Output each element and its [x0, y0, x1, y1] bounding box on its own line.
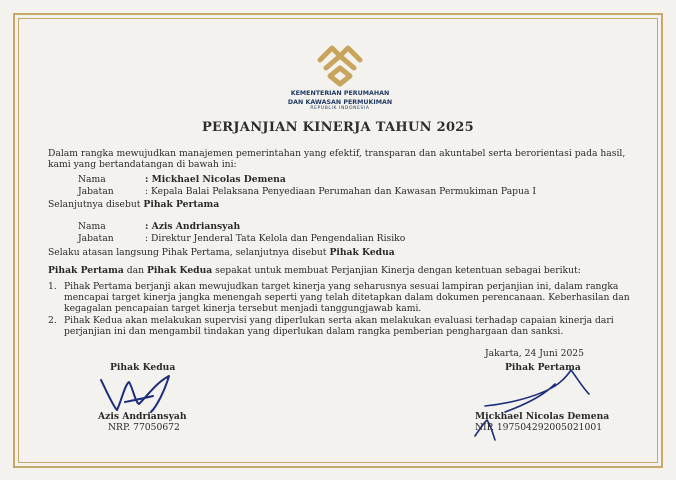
right-signer-name: Mickhael Nicolas Demena — [475, 411, 610, 422]
logo-line-1: KEMENTERIAN PERUMAHAN — [290, 90, 390, 97]
point-2-line-1: Pihak Kedua akan melakukan supervisi yang diperlukan serta akan melakukan evaluasi terhadap capaian kinerja dari — [64, 315, 614, 326]
party2-sebut-text: Selaku atasan langsung Pihak Pertama, selanjutnya disebut — [48, 247, 330, 258]
point-1-line-3: kegagalan pencapaian target kinerja tersebut menjadi tanggungjawab kami. — [64, 303, 422, 314]
party1-nama-value: : Mickhael Nicolas Demena — [145, 174, 286, 185]
right-signer-role: Pihak Pertama — [505, 362, 581, 373]
right-signer-nip: NIP. 197504292005021001 — [475, 422, 603, 433]
party2-sebut — [48, 247, 395, 259]
logo-line-2: DAN KAWASAN PERMUKIMAN — [287, 99, 393, 106]
ministry-emblem-icon — [310, 38, 370, 88]
intro-line-1: Dalam rangka mewujudkan manajemen pemerintahan yang efektif, transparan dan akuntabel serta berorientasi pada hasil, — [48, 148, 626, 159]
agreement-party2: Pihak Kedua — [146, 265, 213, 276]
agreement-party1: Pihak Pertama — [48, 265, 124, 276]
party2-nama-value: : Azis Andriansyah — [145, 221, 241, 232]
party1-sebut-text: Selanjutnya disebut — [48, 199, 144, 210]
point-1-line-1: Pihak Pertama berjanji akan mewujudkan target kinerja yang seharusnya sesuai lampiran perjanjian ini, dalam rangka — [64, 281, 619, 292]
intro-line-2: kami yang bertandatangan di bawah ini: — [48, 159, 237, 170]
point-2-number: 2. — [48, 315, 57, 326]
party1-jabatan-value: : Kepala Balai Pelaksana Penyediaan Perumahan dan Kawasan Permukiman Papua I — [145, 186, 537, 197]
point-1-number: 1. — [48, 281, 57, 292]
party1-sebut-bold: Pihak Pertama — [143, 199, 220, 210]
left-signer-role: Pihak Kedua — [110, 362, 176, 373]
document-title: PERJANJIAN KINERJA TAHUN 2025 — [201, 120, 475, 135]
party2-jabatan-label: Jabatan — [78, 233, 114, 244]
party2-jabatan-value: : Direktur Jenderal Tata Kelola dan Pengendalian Risiko — [145, 233, 406, 244]
point-1-line-2: mencapai target kinerja jangka menengah seperti yang telah ditetapkan dalam dokumen perencanaan. Keberhasilan dan — [64, 292, 630, 303]
agreement-and: dan — [123, 265, 147, 276]
point-2-line-2: perjanjian ini dan mengambil tindakan yang diperlukan dalam rangka pemberian penghargaan dan sanksi. — [64, 326, 564, 337]
party2-sebut-bold: Pihak Kedua — [329, 247, 395, 258]
party2-nama-label: Nama — [78, 221, 106, 232]
party1-sebut — [48, 199, 219, 211]
sign-date: Jakarta, 24 Juni 2025 — [485, 348, 584, 359]
ministry-logo — [280, 38, 400, 112]
agreement-line — [48, 265, 581, 277]
logo-line-3: REPUBLIK INDONESIA — [310, 106, 370, 111]
party1-nama-label: Nama — [78, 174, 106, 185]
agreement-rest: sepakat untuk membuat Perjanjian Kinerja dengan ketentuan sebagai berikut: — [212, 265, 581, 276]
left-signer-name: Azis Andriansyah — [98, 411, 187, 422]
party1-jabatan-label: Jabatan — [78, 186, 114, 197]
left-signer-nrp: NRP. 77050672 — [108, 422, 180, 433]
left-signature-icon — [95, 372, 205, 416]
